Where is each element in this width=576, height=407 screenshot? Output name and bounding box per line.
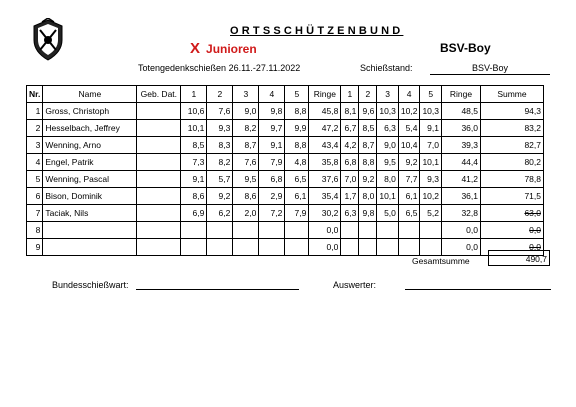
header-cell: Ringe xyxy=(309,86,341,103)
shot-value: 2,9 xyxy=(259,188,285,205)
rings-total-2: 32,8 xyxy=(441,205,480,222)
shot-value: 9,2 xyxy=(398,154,420,171)
birth-date xyxy=(137,205,181,222)
total-value: 490,7 xyxy=(488,250,550,266)
rings-total-2: 0,0 xyxy=(441,239,480,256)
shot-value: 8,2 xyxy=(207,154,233,171)
table-row xyxy=(27,137,544,154)
shot-value: 8,8 xyxy=(285,103,309,120)
rings-total-1: 47,2 xyxy=(309,120,341,137)
table-row xyxy=(27,120,544,137)
signature-label-left: Bundesschießwart: xyxy=(52,280,129,290)
row-number: 6 xyxy=(27,188,43,205)
shot-value: 9,3 xyxy=(420,171,442,188)
shot-value: 8,8 xyxy=(285,137,309,154)
results-table xyxy=(26,85,544,256)
rings-total-1: 45,8 xyxy=(309,103,341,120)
rings-total-1: 0,0 xyxy=(309,239,341,256)
shot-value: 9,1 xyxy=(259,137,285,154)
table-row xyxy=(27,171,544,188)
club-name: BSV-Boy xyxy=(440,41,491,55)
shot-value: 5,7 xyxy=(207,171,233,188)
category-name: Junioren xyxy=(206,42,257,56)
header-cell: 4 xyxy=(398,86,420,103)
shot-value: 8,7 xyxy=(233,137,259,154)
rings-total-2: 44,4 xyxy=(441,154,480,171)
shot-value xyxy=(341,239,359,256)
row-sum: 78,8 xyxy=(480,171,543,188)
shot-value xyxy=(359,239,377,256)
header-cell: 5 xyxy=(420,86,442,103)
shot-value: 9,0 xyxy=(233,103,259,120)
birth-date xyxy=(137,188,181,205)
shot-value: 5,4 xyxy=(398,120,420,137)
row-sum: 0,0 xyxy=(480,239,543,256)
table-row xyxy=(27,154,544,171)
category-mark: X xyxy=(190,40,201,57)
rings-total-1: 43,4 xyxy=(309,137,341,154)
shooter-name: Wenning, Arno xyxy=(43,137,137,154)
row-number: 8 xyxy=(27,222,43,239)
shot-value: 5,0 xyxy=(377,205,399,222)
header-cell: Nr. xyxy=(27,86,43,103)
shot-value: 10,3 xyxy=(420,103,442,120)
birth-date xyxy=(137,120,181,137)
shot-value: 9,8 xyxy=(359,205,377,222)
shot-value xyxy=(398,222,420,239)
row-number: 3 xyxy=(27,137,43,154)
range-value: BSV-Boy xyxy=(430,63,550,75)
shot-value xyxy=(181,239,207,256)
shot-value: 6,7 xyxy=(341,120,359,137)
shot-value: 2,0 xyxy=(233,205,259,222)
header-cell: 3 xyxy=(377,86,399,103)
shot-value: 9,6 xyxy=(359,103,377,120)
shooter-name: Wenning, Pascal xyxy=(43,171,137,188)
rings-total-1: 30,2 xyxy=(309,205,341,222)
table-row xyxy=(27,222,544,239)
shot-value xyxy=(233,239,259,256)
shot-value: 6,5 xyxy=(285,171,309,188)
shot-value: 8,0 xyxy=(377,171,399,188)
row-number: 2 xyxy=(27,120,43,137)
shot-value: 6,1 xyxy=(285,188,309,205)
shot-value: 8,7 xyxy=(359,137,377,154)
shooter-name: Gross, Christoph xyxy=(43,103,137,120)
shooter-name: Hesselbach, Jeffrey xyxy=(43,120,137,137)
shot-value: 4,8 xyxy=(285,154,309,171)
shot-value: 10,1 xyxy=(181,120,207,137)
shot-value: 9,3 xyxy=(207,120,233,137)
rings-total-2: 0,0 xyxy=(441,222,480,239)
shot-value: 9,1 xyxy=(420,120,442,137)
header-cell: Name xyxy=(43,86,137,103)
shot-value xyxy=(377,239,399,256)
total-label: Gesamtsumme xyxy=(412,256,470,266)
shot-value: 6,1 xyxy=(398,188,420,205)
shot-value: 6,8 xyxy=(259,171,285,188)
birth-date xyxy=(137,222,181,239)
row-sum: 80,2 xyxy=(480,154,543,171)
rings-total-2: 39,3 xyxy=(441,137,480,154)
shot-value: 6,3 xyxy=(341,205,359,222)
rings-total-2: 48,5 xyxy=(441,103,480,120)
row-sum: 82,7 xyxy=(480,137,543,154)
shot-value: 6,8 xyxy=(341,154,359,171)
signature-line-left xyxy=(136,289,299,290)
header-cell: Ringe xyxy=(441,86,480,103)
shot-value: 8,8 xyxy=(359,154,377,171)
shot-value: 9,0 xyxy=(377,137,399,154)
shot-value: 7,2 xyxy=(259,205,285,222)
shot-value: 8,5 xyxy=(359,120,377,137)
shot-value: 8,0 xyxy=(359,188,377,205)
shot-value: 7,3 xyxy=(181,154,207,171)
shot-value: 7,9 xyxy=(259,154,285,171)
shooter-name xyxy=(43,222,137,239)
shot-value: 7,7 xyxy=(398,171,420,188)
event-title: Totengedenkschießen 26.11.-27.11.2022 xyxy=(138,63,301,73)
shot-value: 10,6 xyxy=(181,103,207,120)
shot-value: 9,5 xyxy=(233,171,259,188)
table-row xyxy=(27,188,544,205)
row-number: 9 xyxy=(27,239,43,256)
rings-total-1: 35,8 xyxy=(309,154,341,171)
shot-value: 8,1 xyxy=(341,103,359,120)
shot-value xyxy=(285,239,309,256)
shot-value: 7,6 xyxy=(233,154,259,171)
header-cell: 3 xyxy=(233,86,259,103)
shot-value: 6,5 xyxy=(398,205,420,222)
shot-value: 6,3 xyxy=(377,120,399,137)
shot-value: 4,2 xyxy=(341,137,359,154)
row-number: 4 xyxy=(27,154,43,171)
birth-date xyxy=(137,154,181,171)
birth-date xyxy=(137,171,181,188)
shot-value: 8,5 xyxy=(181,137,207,154)
birth-date xyxy=(137,239,181,256)
signature-label-right: Auswerter: xyxy=(333,280,377,290)
row-sum: 94,3 xyxy=(480,103,543,120)
shot-value: 6,9 xyxy=(181,205,207,222)
shot-value: 10,3 xyxy=(377,103,399,120)
shooter-name: Engel, Patrik xyxy=(43,154,137,171)
shot-value xyxy=(233,222,259,239)
shot-value: 9,5 xyxy=(377,154,399,171)
shot-value xyxy=(420,222,442,239)
shooter-name xyxy=(43,239,137,256)
header-cell: 2 xyxy=(207,86,233,103)
shot-value: 10,1 xyxy=(377,188,399,205)
rings-total-1: 37,6 xyxy=(309,171,341,188)
rings-total-2: 36,0 xyxy=(441,120,480,137)
row-number: 5 xyxy=(27,171,43,188)
header-cell: 5 xyxy=(285,86,309,103)
rings-total-1: 0,0 xyxy=(309,222,341,239)
shot-value xyxy=(359,222,377,239)
header-cell: 1 xyxy=(341,86,359,103)
shot-value: 7,9 xyxy=(285,205,309,222)
shot-value xyxy=(398,239,420,256)
shot-value: 10,4 xyxy=(398,137,420,154)
shot-value xyxy=(341,222,359,239)
table-row xyxy=(27,103,544,120)
shot-value: 9,1 xyxy=(181,171,207,188)
range-label: Schießstand: xyxy=(360,63,413,73)
row-number: 1 xyxy=(27,103,43,120)
birth-date xyxy=(137,103,181,120)
shot-value xyxy=(207,239,233,256)
shot-value xyxy=(285,222,309,239)
row-number: 7 xyxy=(27,205,43,222)
shot-value: 9,9 xyxy=(285,120,309,137)
shot-value: 8,2 xyxy=(233,120,259,137)
rings-total-2: 36,1 xyxy=(441,188,480,205)
org-title: ORTSSCHÜTZENBUND xyxy=(230,25,404,37)
shot-value: 9,2 xyxy=(359,171,377,188)
shot-value: 9,8 xyxy=(259,103,285,120)
shooter-name: Bison, Dominik xyxy=(43,188,137,205)
table-row xyxy=(27,239,544,256)
row-sum: 83,2 xyxy=(480,120,543,137)
shot-value xyxy=(420,239,442,256)
header-cell: 1 xyxy=(181,86,207,103)
header-cell: Geb. Dat. xyxy=(137,86,181,103)
shot-value xyxy=(181,222,207,239)
rings-total-2: 41,2 xyxy=(441,171,480,188)
shot-value: 9,2 xyxy=(207,188,233,205)
row-sum: 71,5 xyxy=(480,188,543,205)
rings-total-1: 35,4 xyxy=(309,188,341,205)
shot-value: 10,2 xyxy=(420,188,442,205)
shot-value xyxy=(207,222,233,239)
signature-line-right xyxy=(405,289,551,290)
row-sum: 63,0 xyxy=(480,205,543,222)
category-title xyxy=(190,40,257,57)
shot-value: 5,2 xyxy=(420,205,442,222)
shot-value: 10,2 xyxy=(398,103,420,120)
shot-value: 7,0 xyxy=(341,171,359,188)
shot-value: 7,6 xyxy=(207,103,233,120)
shot-value: 8,6 xyxy=(233,188,259,205)
table-header-row xyxy=(27,86,544,103)
row-sum: 0,0 xyxy=(480,222,543,239)
header-cell: 4 xyxy=(259,86,285,103)
birth-date xyxy=(137,137,181,154)
shot-value: 9,7 xyxy=(259,120,285,137)
shot-value xyxy=(377,222,399,239)
shot-value: 10,1 xyxy=(420,154,442,171)
shot-value: 7,0 xyxy=(420,137,442,154)
header-cell: Summe xyxy=(480,86,543,103)
shot-value xyxy=(259,222,285,239)
shot-value: 6,2 xyxy=(207,205,233,222)
shot-value: 8,3 xyxy=(207,137,233,154)
club-emblem-icon xyxy=(28,18,68,62)
shot-value: 8,6 xyxy=(181,188,207,205)
shot-value xyxy=(259,239,285,256)
header-cell: 2 xyxy=(359,86,377,103)
table-row xyxy=(27,205,544,222)
shot-value: 1,7 xyxy=(341,188,359,205)
shooter-name: Taciak, Nils xyxy=(43,205,137,222)
